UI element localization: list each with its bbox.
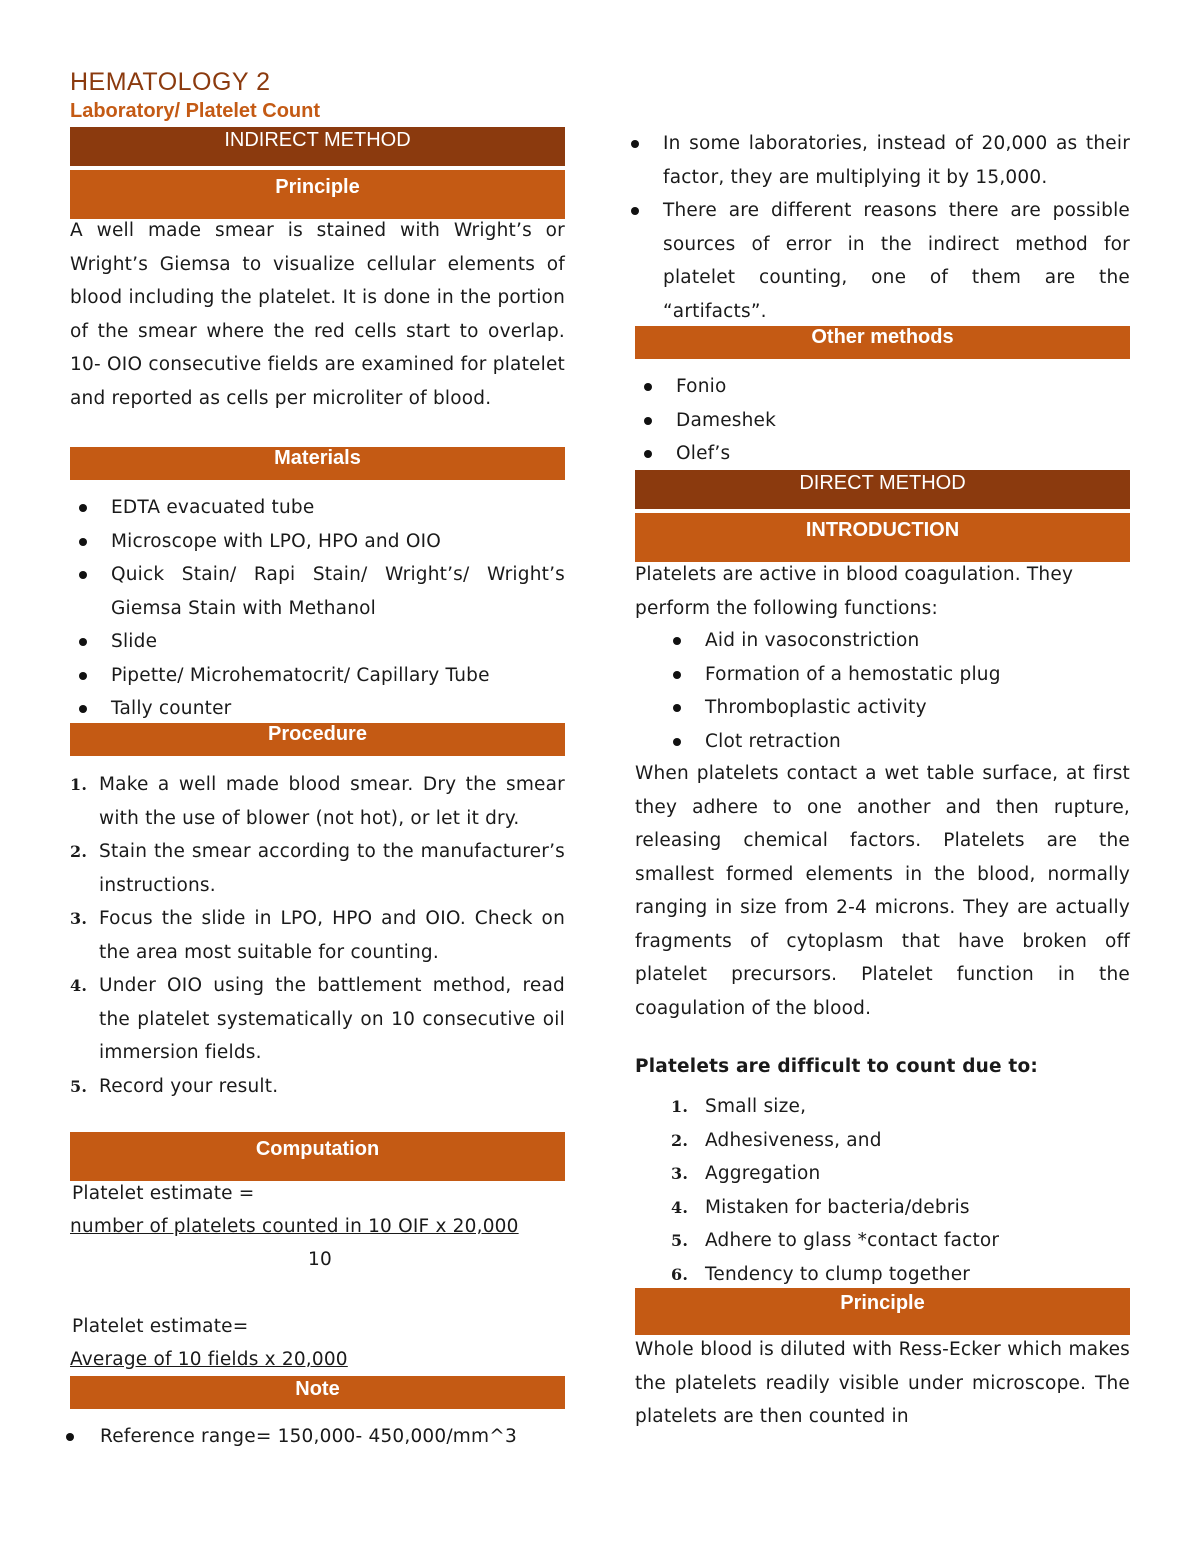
formula2-value: Average of 10 fields x 20,000 xyxy=(70,1349,348,1370)
list-item: 2. Stain the smear according to the manufacturer’s instructions. xyxy=(70,841,565,896)
bullet-icon xyxy=(79,705,87,713)
bullet-icon xyxy=(79,638,87,646)
bullet-icon xyxy=(79,504,87,512)
principle-text: A well made smear is stained with Wright’s or Wright’s Giemsa to visualize cellular elements of blood including the platelet. It is done in the portion of the smear where the red cells start to overlap. 10- OIO consecutive fields are examined for platelet and reported as cells per microliter of blood. xyxy=(70,220,565,409)
list-item: Reference range= 150,000- 450,000/mm^3 xyxy=(70,1420,565,1454)
procedure-list xyxy=(70,768,565,1103)
list-item: In some laboratories, instead of 20,000 as their factor, they are multiplying it by 15,000. xyxy=(635,127,1130,194)
bullet-icon xyxy=(631,207,639,215)
bullet-icon xyxy=(79,538,87,546)
list-item: There are different reasons there are possible sources of error in the indirect method for platelet counting, one of them are the “artifacts”. xyxy=(635,194,1130,328)
bullet-icon xyxy=(673,738,681,746)
list-item: 3. Aggregation xyxy=(671,1163,821,1184)
procedure-bar: Procedure xyxy=(70,723,565,756)
document-subtitle: Laboratory/ Platelet Count xyxy=(70,100,321,122)
bullet-icon xyxy=(673,704,681,712)
bullet-icon xyxy=(673,637,681,645)
bullet-icon xyxy=(644,417,652,425)
list-item: Pipette/ Microhematocrit/ Capillary Tube xyxy=(70,659,565,693)
other-methods-bar: Other methods xyxy=(635,326,1130,359)
formula1-numerator: number of platelets counted in 10 OIF x 20,000 xyxy=(70,1216,519,1237)
list-item: EDTA evacuated tube xyxy=(70,491,565,525)
list-item: Quick Stain/ Rapi Stain/ Wright’s/ Wright’s Giemsa Stain with Methanol xyxy=(70,558,565,625)
list-item: 6. Tendency to clump together xyxy=(671,1263,971,1285)
principle-bar-2: Principle xyxy=(635,1284,1130,1335)
list-item: Clot retraction xyxy=(635,725,1130,759)
computation-bar: Computation xyxy=(70,1128,565,1181)
bullet-icon xyxy=(644,450,652,458)
bullet-icon xyxy=(673,671,681,679)
bullet-icon xyxy=(631,140,639,148)
list-item: 4. Mistaken for bacteria/debris xyxy=(671,1196,970,1218)
intro-text: Platelets are active in blood coagulation. They perform the following functions: xyxy=(635,564,1074,619)
list-item: Fonio xyxy=(635,370,1130,404)
other-methods-list xyxy=(635,370,1130,471)
introduction-bar: INTRODUCTION xyxy=(635,509,1130,562)
bullet-icon xyxy=(79,571,87,579)
note-bar: Note xyxy=(70,1372,565,1409)
difficult-heading: Platelets are difficult to count due to: xyxy=(635,1056,1038,1077)
notes-list xyxy=(70,1420,565,1454)
document-title: HEMATOLOGY 2 xyxy=(70,68,271,96)
list-item: Tally counter xyxy=(70,692,565,726)
list-item: 1. Small size, xyxy=(671,1096,807,1117)
materials-list xyxy=(70,491,565,726)
materials-bar: Materials xyxy=(70,447,565,480)
difficulties-list xyxy=(635,1090,1130,1291)
bullet-icon xyxy=(66,1433,74,1441)
list-item: Dameshek xyxy=(635,404,1130,438)
principle-text-2: Whole blood is diluted with Ress-Ecker which makes the platelets readily visible under microscope. The platelets are then counted in xyxy=(635,1339,1130,1427)
list-item: 2. Adhesiveness, and xyxy=(671,1129,882,1151)
functions-list xyxy=(635,624,1130,758)
direct-method-bar: DIRECT METHOD xyxy=(635,470,1130,513)
list-item: Thromboplastic activity xyxy=(635,691,1130,725)
list-item: Olef’s xyxy=(635,437,1130,471)
indirect-method-bar: INDIRECT METHOD xyxy=(70,127,565,170)
bullet-icon xyxy=(79,672,87,680)
formula1-denominator: 10 xyxy=(308,1249,332,1270)
list-item: 4. Under OIO using the battlement method, read the platelet systematically on 10 consecutive oil immersion fields. xyxy=(70,975,565,1063)
list-item: Aid in vasoconstriction xyxy=(635,624,1130,658)
list-item: 1. Make a well made blood smear. Dry the smear with the use of blower (not hot), or let it dry. xyxy=(70,774,565,829)
formula2-label: Platelet estimate= xyxy=(72,1316,249,1337)
list-item: 3. Focus the slide in LPO, HPO and OIO. Check on the area most suitable for counting. xyxy=(70,908,565,963)
list-item: Formation of a hemostatic plug xyxy=(635,658,1130,692)
list-item: 5. Adhere to glass *contact factor xyxy=(671,1230,1000,1251)
list-item: Microscope with LPO, HPO and OIO xyxy=(70,525,565,559)
principle-bar: Principle xyxy=(70,166,565,219)
notes-continued-list xyxy=(635,127,1130,328)
formula1-label: Platelet estimate = xyxy=(72,1183,255,1204)
bullet-icon xyxy=(644,383,652,391)
list-item: 5. Record your result. xyxy=(70,1075,279,1097)
intro-text-2: When platelets contact a wet table surface, at first they adhere to one another and then rupture, releasing chemical factors. Platelets are the smallest formed elements in the blood, normally ranging in size from 2-4 microns. They are actually fragments of cytoplasm that have broken off platelet precursors. Platelet function in the coagulation of the blood. xyxy=(635,763,1130,1019)
list-item: Slide xyxy=(70,625,565,659)
